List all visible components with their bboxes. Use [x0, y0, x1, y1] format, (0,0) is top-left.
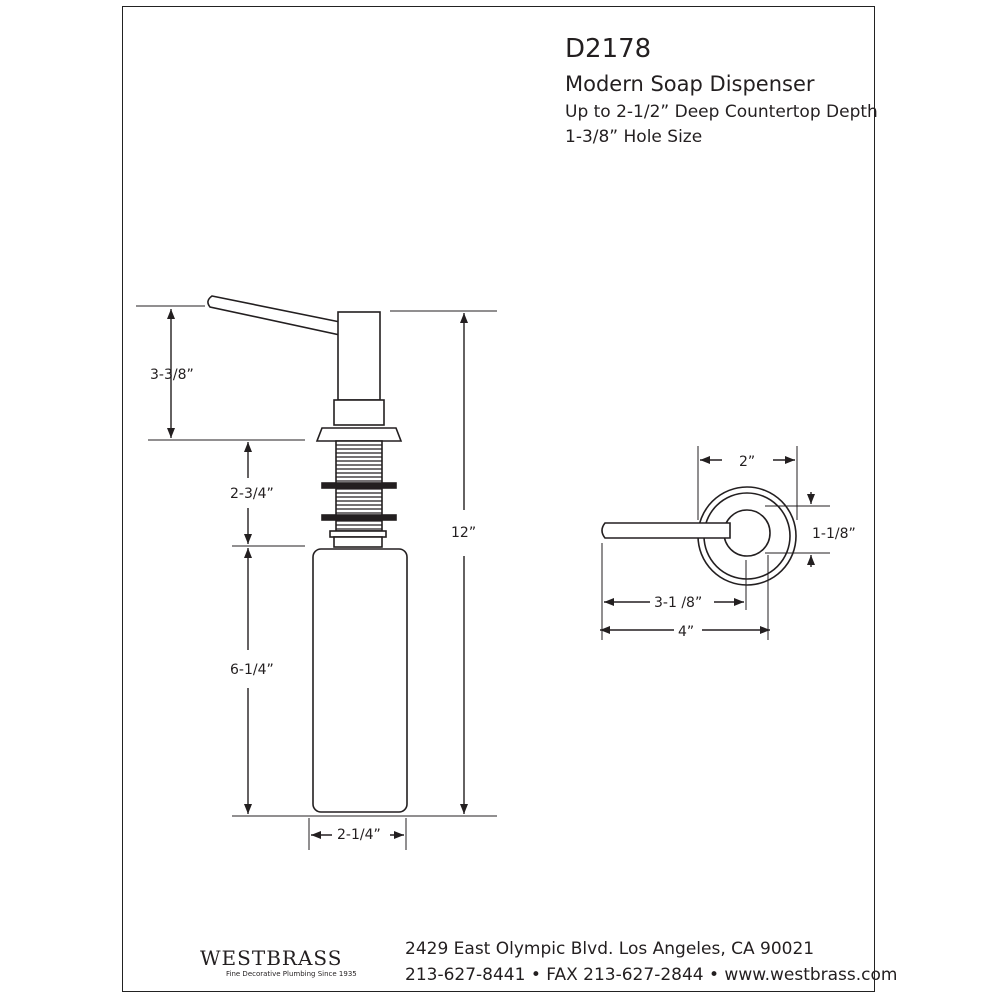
dim-label-bottle-width: 2-1/4”: [337, 827, 381, 843]
model-number: D2178: [565, 34, 652, 64]
bottle-neck: [330, 531, 386, 537]
mounting-nut: [322, 483, 396, 488]
brand-tagline: Fine Decorative Plumbing Since 1935: [226, 970, 357, 978]
bottle-cap: [334, 537, 382, 547]
product-name: Modern Soap Dispenser: [565, 72, 815, 96]
dim-label-spout-reach: 3-1 /8”: [654, 595, 703, 611]
company-contact: 213-627-8441 • FAX 213-627-2844 • www.westbrass.com: [405, 965, 898, 985]
dim-label-top-height: 3-3/8”: [150, 367, 194, 383]
spout-top-view: [602, 523, 730, 538]
pump-collar: [334, 400, 384, 425]
company-address: 2429 East Olympic Blvd. Los Angeles, CA 90021: [405, 939, 815, 959]
spec-countertop-depth: Up to 2-1/2” Deep Countertop Depth: [565, 102, 878, 122]
dim-label-shank: 2-3/4”: [230, 486, 274, 502]
side-view-drawing: [208, 296, 407, 812]
pump-head: [338, 312, 380, 400]
flange: [317, 428, 401, 441]
dim-label-bottle-height: 6-1/4”: [230, 662, 274, 678]
dim-label-cap-diameter: 1-1/8”: [812, 526, 856, 542]
dim-label-flange-diameter: 2”: [739, 454, 756, 470]
brand-logo: WESTBRASS: [200, 946, 343, 970]
top-view-drawing: [602, 487, 796, 585]
spec-hole-size: 1-3/8” Hole Size: [565, 127, 703, 147]
dim-label-overall-length: 4”: [678, 624, 695, 640]
spout: [208, 296, 340, 335]
pump-cap-circle: [724, 510, 770, 556]
dim-label-total-height: 12”: [451, 525, 477, 541]
washer: [322, 515, 396, 520]
bottle: [313, 549, 407, 812]
